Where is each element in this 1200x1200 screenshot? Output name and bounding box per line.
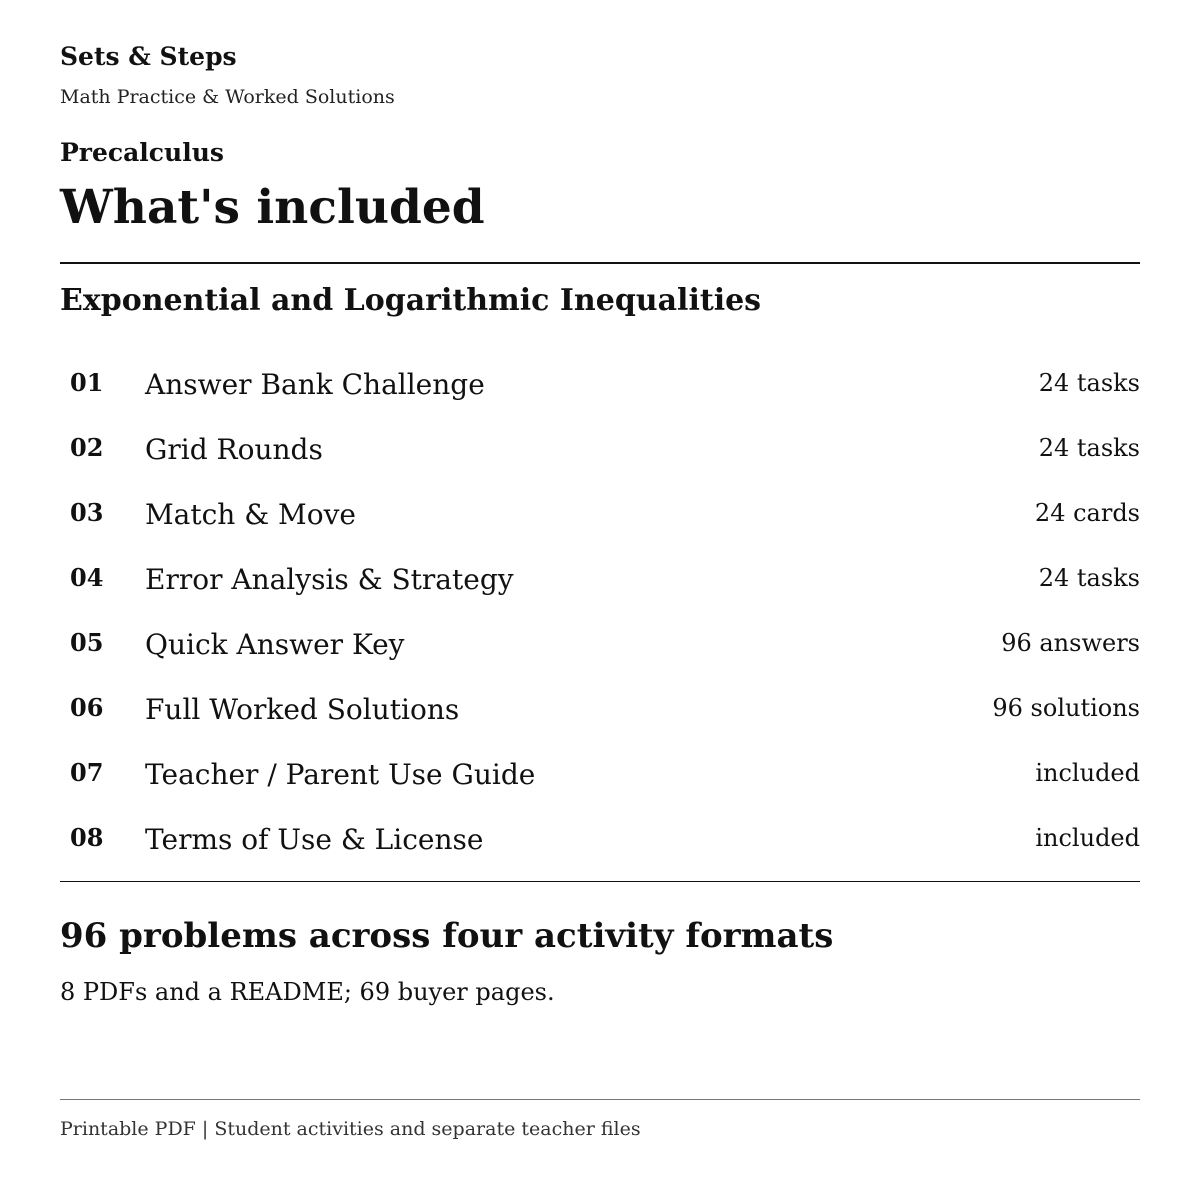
brand-name: Sets & Steps bbox=[60, 42, 237, 71]
item-label: Full Worked Solutions bbox=[145, 693, 460, 726]
list-divider bbox=[60, 881, 1140, 882]
item-count: 96 solutions bbox=[992, 694, 1140, 722]
item-count: 96 answers bbox=[1001, 629, 1140, 657]
item-number: 04 bbox=[70, 563, 104, 592]
item-count: included bbox=[1035, 824, 1140, 852]
footer-divider bbox=[60, 1099, 1140, 1100]
item-number: 08 bbox=[70, 823, 104, 852]
list-item bbox=[60, 612, 1140, 677]
summary-heading: 96 problems across four activity formats bbox=[60, 916, 834, 956]
item-count: 24 tasks bbox=[1038, 434, 1140, 462]
item-label: Match & Move bbox=[145, 498, 356, 531]
item-number: 02 bbox=[70, 433, 104, 462]
item-number: 03 bbox=[70, 498, 104, 527]
item-number: 01 bbox=[70, 368, 104, 397]
product-page bbox=[60, 0, 1140, 1200]
item-count: 24 tasks bbox=[1038, 369, 1140, 397]
list-item bbox=[60, 677, 1140, 742]
list-item bbox=[60, 547, 1140, 612]
list-item bbox=[60, 807, 1140, 872]
list-item bbox=[60, 417, 1140, 482]
page-title: What's included bbox=[60, 180, 485, 235]
item-number: 05 bbox=[70, 628, 104, 657]
footer-text: Printable PDF | Student activities and separate teacher files bbox=[60, 1118, 641, 1140]
item-number: 06 bbox=[70, 693, 104, 722]
list-item bbox=[60, 742, 1140, 807]
contents-list bbox=[60, 352, 1140, 872]
item-label: Terms of Use & License bbox=[145, 823, 484, 856]
summary-text: 8 PDFs and a README; 69 buyer pages. bbox=[60, 978, 555, 1006]
item-label: Grid Rounds bbox=[145, 433, 323, 466]
brand-tagline: Math Practice & Worked Solutions bbox=[60, 86, 395, 108]
item-count: included bbox=[1035, 759, 1140, 787]
item-label: Error Analysis & Strategy bbox=[145, 563, 514, 596]
item-label: Answer Bank Challenge bbox=[145, 368, 485, 401]
list-item bbox=[60, 482, 1140, 547]
item-label: Quick Answer Key bbox=[145, 628, 405, 661]
item-count: 24 cards bbox=[1034, 499, 1140, 527]
list-item bbox=[60, 352, 1140, 417]
item-count: 24 tasks bbox=[1038, 564, 1140, 592]
title-divider bbox=[60, 262, 1140, 264]
topic-heading: Exponential and Logarithmic Inequalities bbox=[60, 283, 762, 318]
course-label: Precalculus bbox=[60, 138, 224, 167]
item-number: 07 bbox=[70, 758, 104, 787]
item-label: Teacher / Parent Use Guide bbox=[145, 758, 536, 791]
